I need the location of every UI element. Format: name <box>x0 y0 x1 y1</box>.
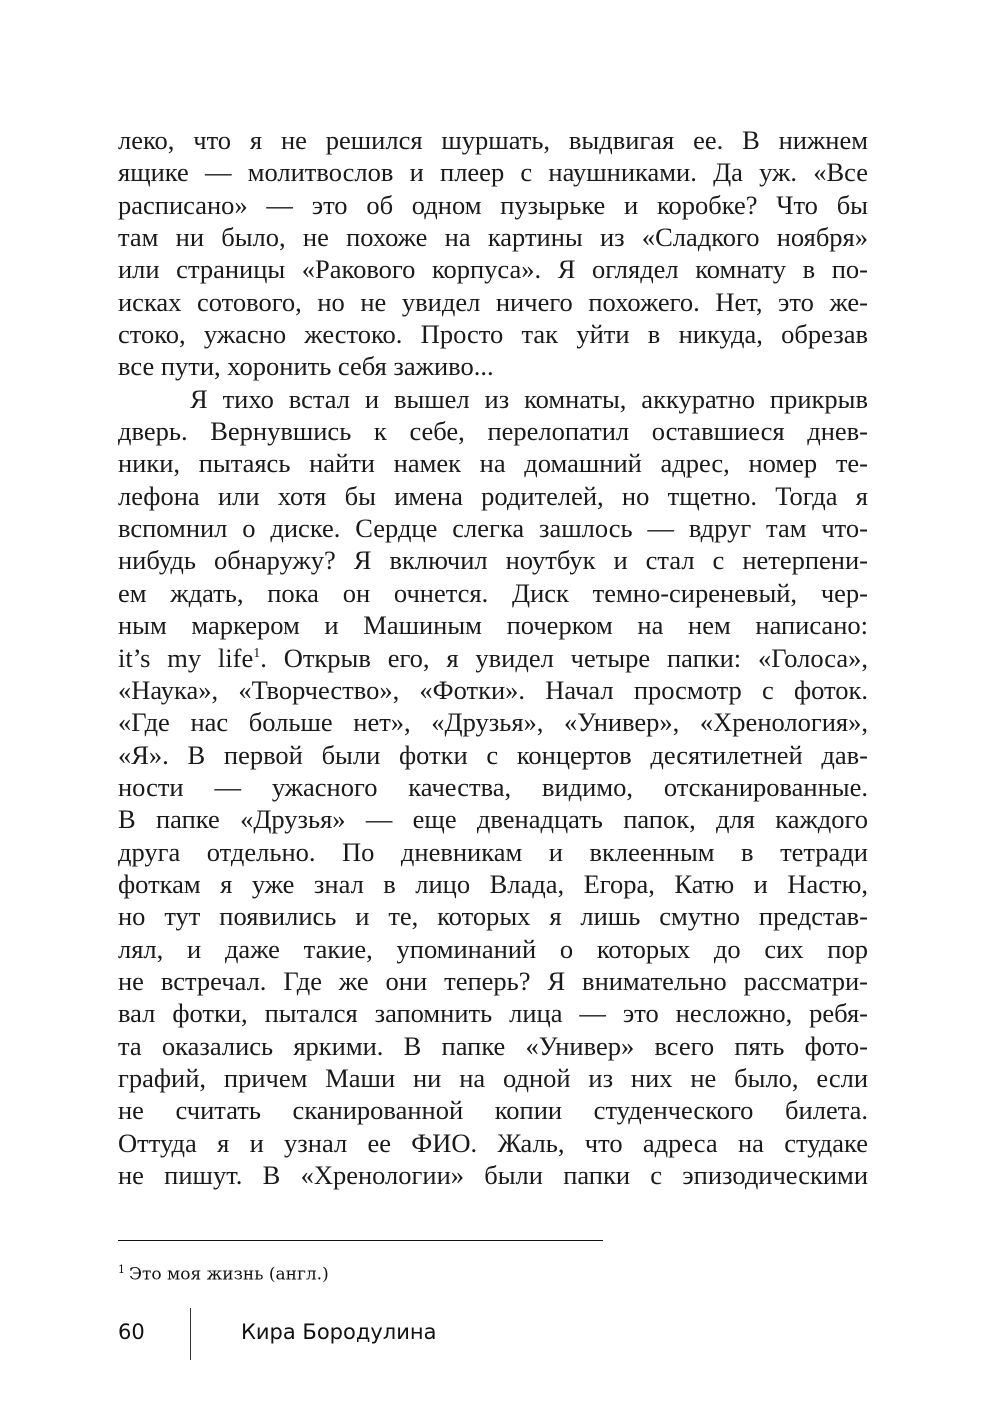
text-line: ности — ужасного качества, видимо, отсканированные. <box>118 771 868 802</box>
text-line: там ни было, не похоже на картины из «Сладкого ноября» <box>118 222 868 253</box>
text-line: исках сотового, но не увидел ничего похожего. Нет, это же- <box>118 286 868 317</box>
text-line: не считать сканированной копии студенческого билета. <box>118 1095 868 1126</box>
text-line: В папке «Друзья» — еще двенадцать папок, для каждого <box>118 804 868 835</box>
footnote-marker: 1 <box>118 1263 125 1276</box>
text-line: ем ждать, пока он очнется. Диск темно-сиреневый, чер- <box>118 577 868 608</box>
text-line: или страницы «Ракового корпуса». Я оглядел комнату в по- <box>118 254 868 285</box>
running-footer-author: Кира Бородулина <box>241 1320 437 1344</box>
text-line: та оказались яркими. В папке «Универ» всего пять фото- <box>118 1030 868 1061</box>
text-line: ники, пытаясь найти намек на домашний адрес, номер те- <box>118 448 868 479</box>
text-line: вал фотки, пытался запомнить лица — это несложно, ребя- <box>118 998 868 1029</box>
text-line-with-footnote <box>118 642 868 674</box>
text-line: не встречал. Где же они теперь? Я внимательно рассматри- <box>118 965 868 996</box>
footnote-separator <box>118 1240 603 1241</box>
page-number: 60 <box>118 1320 145 1344</box>
text-segment: . Открыв его, я увидел четыре папки: «Голоса», <box>260 642 868 673</box>
text-line: лефона или хотя бы имена родителей, но тщетно. Тогда я <box>118 480 868 511</box>
text-line: «Где нас больше нет», «Друзья», «Универ», «Хренология», <box>118 707 868 738</box>
paragraph-start-line: Я тихо встал и вышел из комнаты, аккуратно прикрыв <box>190 383 868 414</box>
text-line: фоткам я уже знал в лицо Влада, Егора, Катю и Настю, <box>118 868 868 899</box>
text-line: но тут появились и те, которых я лишь смутно представ- <box>118 901 868 932</box>
text-line: расписано» — это об одном пузырьке и коробке? Что бы <box>118 189 868 220</box>
text-line: не пишут. В «Хренологии» были папки с эпизодическими <box>118 1160 868 1190</box>
text-line: друга отдельно. По дневникам и вклеенным в тетради <box>118 836 868 867</box>
text-line: графий, причем Маши ни на одной из них не было, если <box>118 1062 868 1093</box>
text-line: ящике — молитвослов и плеер с наушниками. Да уж. «Все <box>118 157 868 188</box>
footnote <box>118 1263 329 1285</box>
text-line: ным маркером и Машиным почерком на нем написано: <box>118 610 868 641</box>
text-line: дверь. Вернувшись к себе, перелопатил оставшиеся днев- <box>118 416 868 447</box>
text-line: Оттуда я и узнал ее ФИО. Жаль, что адреса на студаке <box>118 1127 868 1158</box>
footer-divider <box>190 1308 191 1360</box>
text-line: лял, и даже такие, упоминаний о которых до сих пор <box>118 933 868 964</box>
body-text <box>118 124 868 1191</box>
footnote-text: Это моя жизнь (англ.) <box>129 1264 329 1285</box>
text-line: стоко, ужасно жестоко. Просто так уйти в никуда, обрезав <box>118 319 868 350</box>
text-line: вспомнил о диске. Сердце слегка зашлось — вдруг там что- <box>118 513 868 544</box>
text-line: «Я». В первой были фотки с концертов десятилетней дав- <box>118 739 868 770</box>
text-line: нибудь обнаружу? Я включил ноутбук и стал с нетерпени- <box>118 545 868 576</box>
text-line: «Наука», «Творчество», «Фотки». Начал просмотр с фоток. <box>118 674 868 705</box>
text-segment: it’s my life <box>118 642 254 673</box>
text-line: леко, что я не решился шуршать, выдвигая ее. В нижнем <box>118 125 868 155</box>
paragraph-end-line: все пути, хоронить себя заживо... <box>118 351 494 382</box>
footnote-reference[interactable]: 1 <box>253 645 261 661</box>
